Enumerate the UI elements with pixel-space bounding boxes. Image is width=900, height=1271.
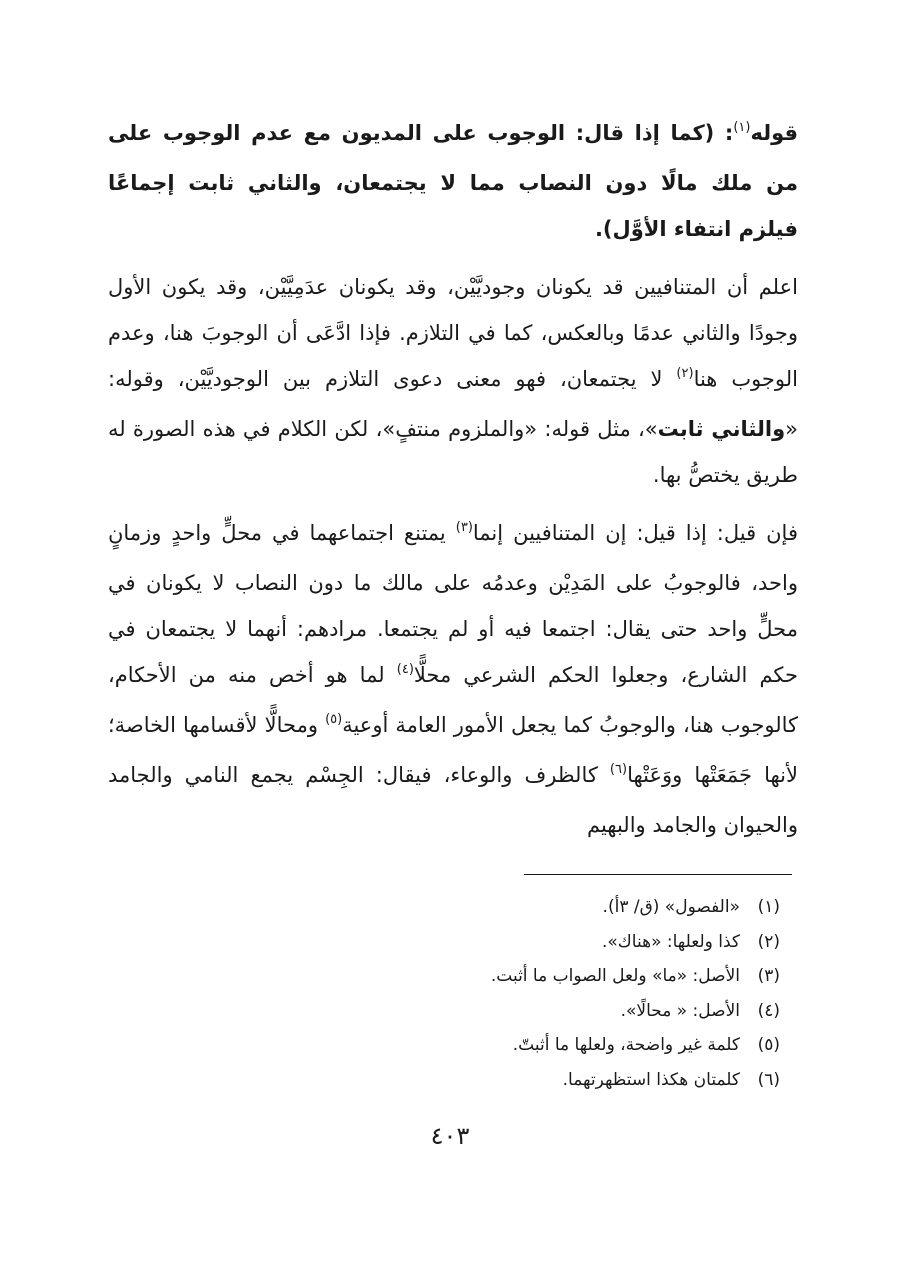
footnote-5	[180, 1028, 780, 1063]
p2-text-a: اعلم أن المتنافيين قد يكونان وجوديَّيْن، وقد يكونان عدَمِيَّيْن، وقد يكون الأول وجودًا والثاني عدمًا وبالعكس، كما في التلازم. فإذا ادَّعَى أن الوجوبَ هنا، وعدم الوجوب هنا	[108, 275, 798, 391]
footnote-text: الأصل: «ما» ولعل الصواب ما أثبت.	[490, 966, 740, 986]
footnote-6	[180, 1063, 780, 1098]
footnote-ref-1: (١)	[733, 120, 751, 135]
paragraph-3	[108, 510, 798, 848]
p3-text-d: ومحالًّا لأقسامها الخاصة؛ لأنها جَمَعَتْها ووَعَتْها	[108, 713, 798, 787]
footnote-number: (١)	[757, 897, 780, 917]
paragraph-1	[108, 110, 798, 252]
footnote-ref-6: (٦)	[609, 762, 628, 777]
footnote-ref-3: (٣)	[455, 520, 473, 535]
footnote-text: كذا ولعلها: «هناك».	[601, 931, 740, 952]
footnote-text: كلمة غير واضحة، ولعلها ما أثبتّ.	[512, 1035, 740, 1055]
p3-text-a: فإن قيل: إذا قيل: إن المتنافيين إنما	[472, 521, 798, 545]
footnote-ref-2: (٢)	[676, 366, 694, 381]
footnote-text: كلمتان هكذا استظهرتهما.	[562, 1069, 740, 1090]
footnote-1	[180, 890, 780, 925]
p1-lead: قوله	[750, 121, 798, 145]
footnote-number: (٣)	[757, 966, 780, 986]
footnote-ref-4: (٤)	[396, 662, 414, 677]
footnote-3	[180, 959, 780, 994]
footnote-number: (٤)	[757, 1000, 780, 1021]
footnote-number: (٦)	[757, 1069, 780, 1090]
footnote-number: (٥)	[757, 1035, 780, 1055]
footnote-number: (٢)	[757, 931, 780, 952]
paragraph-2	[108, 264, 798, 498]
footnote-text: الأصل: « محالًا».	[620, 1000, 740, 1021]
main-text	[108, 110, 798, 860]
p2-text-b: لا يجتمعان، فهو معنى دعوى التلازم بين الوجوديَّيْن، وقوله: «	[108, 367, 798, 441]
p3-text-b: يمتنع اجتماعهما في محلٍّ واحدٍ وزمانٍ واحد، فالوجوبُ على المَدِيْن وعدمُه على مالك ما دون النصاب لا يكونان في محلٍّ واحد حتى يقال: اجتمعا فيه أو لم يجتمعا. مرادهم: أنهما لا يجتمعان في حكم الشارع، وجعلوا الحكم الشرعي محلًّا	[108, 521, 799, 687]
p2-bold-quote: والثاني ثابت	[657, 417, 786, 441]
p1-text: : (كما إذا قال: الوجوب على المديون مع عدم الوجوب على من ملك مالًا دون النصاب مما لا يجتمعان، والثاني ثابت إجماعًا فيلزم انتفاء الأوَّل).	[108, 121, 798, 241]
p3-text-e: كالظرف والوعاء، فيقال: الجِسْم يجمع النامي والجامد والحيوان والجامد والبهيم	[108, 763, 798, 837]
footnote-text: «الفصول» (ق/ ٣أ).	[602, 897, 740, 917]
page-number: ٤٠٣	[430, 1122, 470, 1150]
footnotes	[180, 890, 780, 1097]
footnote-4	[180, 994, 780, 1029]
p2-text-c: »، مثل قوله: «والملزوم منتفٍ»، لكن الكلام في هذه الصورة له طريق يختصُّ بها.	[108, 417, 798, 487]
p3-text-c: لما هو أخص منه من الأحكام، كالوجوب هنا، والوجوبُ كما يجعل الأمور العامة أوعية	[108, 663, 798, 737]
footnote-2	[180, 925, 780, 960]
footnote-ref-5: (٥)	[325, 712, 343, 727]
footnote-divider	[524, 874, 792, 875]
